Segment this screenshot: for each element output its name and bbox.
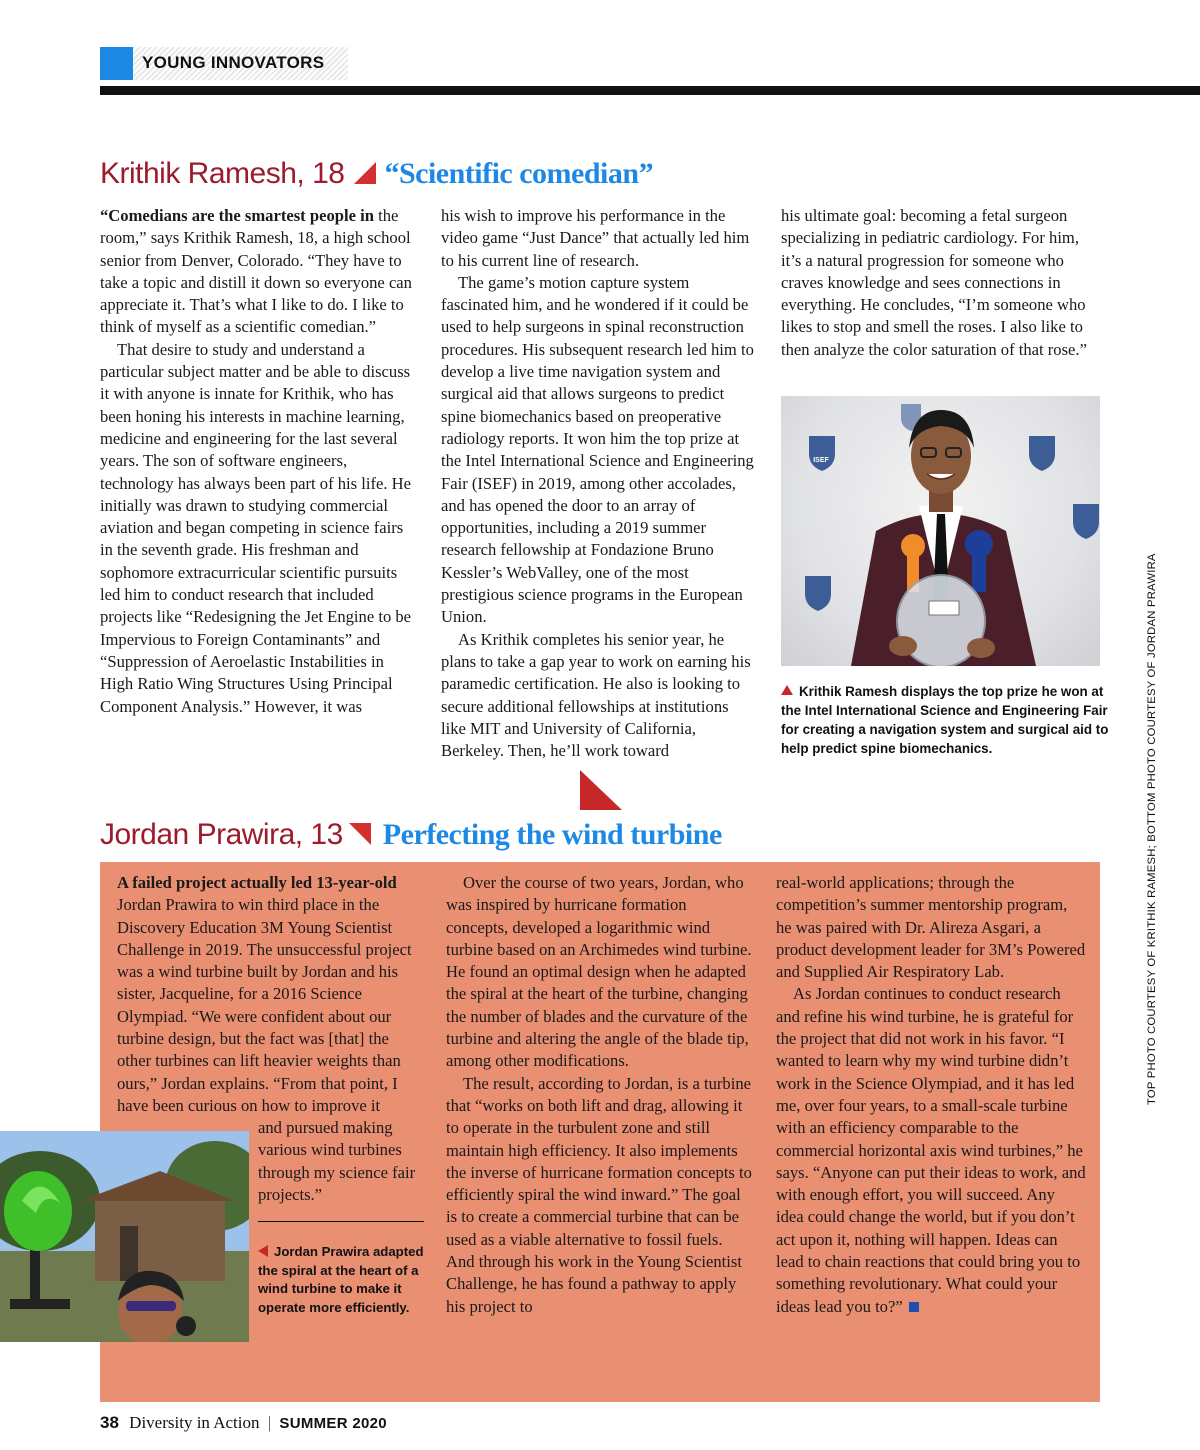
story1-p1: the room,” says Krithik Ramesh, 18, a high school senior from Denver, Colorado. “They have to take a topic and distill it down so everyone can appreciate it. That’s what I like to do. I like to think of myself as a scientific comedian.” bbox=[100, 206, 412, 337]
header-rule bbox=[100, 86, 1200, 95]
issue-label: SUMMER 2020 bbox=[279, 1415, 387, 1432]
jordan-caption-text: Jordan Prawira adapted the spiral at the heart of a wind turbine to make it operate more efficiently. bbox=[258, 1244, 424, 1315]
story2-slogan: Perfecting the wind turbine bbox=[382, 818, 722, 851]
story1-p6: his ultimate goal: becoming a fetal surgeon specializing in pediatric cardiology. For him, it’s a natural progression for someone who craves knowledge and sees connections in everything. He concludes, “I’m someone who likes to stop and smell the roses. I also like to then analyze the color saturation of that rose.” bbox=[781, 206, 1087, 359]
story2-column-1 bbox=[117, 872, 424, 1117]
story2-column-3 bbox=[776, 872, 1086, 1318]
story1-p2: That desire to study and understand a particular subject matter and be able to discuss it with anyone is innate for Krithik, who has been honing his interests in machine learning, medicine and engineering for the last several years. The son of software engineers, technology has always been part of his life. He initially was drawn to studying commercial aviation and began competing in science fairs in the seventh grade. His freshman and sophomore extracurricular scientific pursuits led him to conduct research that included projects like “Redesigning the Jet Engine to be Impervious to Foreign Contaminants” and “Suppression of Aeroelastic Instabilities in High Ratio Wing Structures Using Principal Component Analysis.” However, it was bbox=[100, 339, 412, 716]
page-number: 38 bbox=[100, 1413, 119, 1432]
story2-p1-tail: and pursued making various wind turbines through my science fair projects.” bbox=[258, 1118, 416, 1204]
story1-lead: “Comedians are the smartest people in bbox=[100, 206, 374, 225]
krithik-photo bbox=[781, 396, 1100, 666]
story1-column-1 bbox=[100, 205, 418, 718]
story2-lead: A failed project actually led 13-year-old bbox=[117, 873, 397, 892]
triangle-up-icon bbox=[781, 685, 793, 695]
section-marker bbox=[100, 47, 133, 80]
story1-column-2 bbox=[441, 205, 757, 762]
story1-headline bbox=[100, 157, 653, 191]
krithik-caption-text: Krithik Ramesh displays the top prize he won at the Intel International Science and Engineering Fair for creating a navigation system and surgical aid to help predict spine biomechanics. bbox=[781, 684, 1109, 756]
story2-p2: Over the course of two years, Jordan, who was inspired by hurricane formation concepts, developed a logarithmic wind turbine based on an Archimedes wind turbine. He found an optimal design when he adapted the spiral at the heart of the turbine, changing the number of blades and the curvature of the turbine and altering the angle of the blade tip, among other modifications. bbox=[446, 873, 752, 1071]
story1-column-3 bbox=[781, 205, 1100, 361]
story2-p4: real-world applications; through the competition’s summer mentorship program, he was paired with Dr. Alireza Asgari, a product development leader for 3M’s Powered and Supplied Air Respiratory Lab. bbox=[776, 873, 1086, 982]
story1-p3: his wish to improve his performance in the video game “Just Dance” that actually led him to his current line of research. bbox=[441, 206, 750, 270]
caption-divider bbox=[258, 1221, 424, 1222]
krithik-caption bbox=[781, 682, 1109, 758]
story2-p3: The result, according to Jordan, is a turbine that “works on both lift and drag, allowing it to operate in the turbulent zone and still maintain high efficiency. It also implements the inverse of hurricane formation concepts to efficiently spiral the wind inward.” The goal is to create a commercial turbine that can be used as a viable alternative to fossil fuels. And through his work in the Young Scientist Challenge, he has found a pathway to apply his project to bbox=[446, 1073, 752, 1316]
section-label: YOUNG INNOVATORS bbox=[142, 53, 325, 72]
jordan-photo-illustration bbox=[0, 1131, 249, 1342]
corner-triangle-icon bbox=[349, 823, 371, 845]
krithik-photo-illustration bbox=[781, 396, 1100, 666]
page-footer bbox=[100, 1413, 387, 1433]
story2-p5: As Jordan continues to conduct research and refine his wind turbine, he is grateful for the project that did not work in his favor. “I wanted to learn why my wind turbine didn’t work in the Science Olympiad, and it has led me, over four years, to a small-scale turbine with an efficiency comparable to the commercial horizontal axis wind turbines,” he says. “Anyone can put their ideas to work, and with enough effort, you will succeed. Any idea could change the world, but if you don’t act upon it, nothing will happen. Ideas can lead to chain reactions that could bring you to something revolutionary. What could your ideas lead you to?” bbox=[776, 984, 1086, 1316]
corner-triangle-icon bbox=[354, 162, 376, 184]
end-mark-icon bbox=[909, 1302, 919, 1312]
story2-headline bbox=[100, 818, 722, 852]
footer-separator: | bbox=[267, 1413, 272, 1432]
jordan-caption bbox=[258, 1243, 424, 1317]
story1-p4: The game’s motion capture system fascinated him, and he wondered if it could be used to help surgeons in spinal reconstruction procedures. His subsequent research led him to develop a live time navigation system and surgical aid that allows surgeons to predict spine biomechanics based on preoperative radiology reports. It won him the top prize at the Intel International Science and Engineering Fair (ISEF) in 2019, among other accolades, and has opened the door to an array of opportunities, including a 2019 summer research fellowship at Fondazione Bruno Kessler’s WebValley, one of the most prestigious science programs in the European Union. bbox=[441, 272, 754, 627]
story2-name: Jordan Prawira, 13 bbox=[100, 818, 343, 851]
story1-p5: As Krithik completes his senior year, he plans to take a gap year to work on earning his paramedic certification. He also is looking to secure additional fellowships at institutions like MIT and University of California, Berkeley. Then, he’ll work toward bbox=[441, 629, 751, 761]
story1-slogan: “Scientific comedian” bbox=[384, 157, 654, 190]
photo-credit: TOP PHOTO COURTESY OF KRITHIK RAMESH; BOTTOM PHOTO COURTESY OF JORDAN PRAWIRA bbox=[1146, 553, 1158, 1105]
story2-column-1-tail bbox=[258, 1117, 426, 1206]
story2-p1: Jordan Prawira to win third place in the Discovery Education 3M Young Scientist Challenge in 2019. The unsuccessful project was a wind turbine built by Jordan and his sister, Jacqueline, for a 2016 Science Olympiad. “We were confident about our turbine design, but the fact was [that] the other turbines can lift heavier weights than ours,” Jordan explains. “From that point, I have been curious on how to improve it bbox=[117, 895, 412, 1115]
jordan-photo bbox=[0, 1131, 249, 1342]
magazine-title: Diversity in Action bbox=[129, 1413, 260, 1432]
triangle-left-icon bbox=[258, 1245, 268, 1257]
banner-logo-text: ISEF bbox=[813, 457, 829, 464]
red-triangle-ornament bbox=[580, 770, 622, 810]
story2-column-2 bbox=[446, 872, 752, 1318]
story1-name: Krithik Ramesh, 18 bbox=[100, 157, 345, 190]
